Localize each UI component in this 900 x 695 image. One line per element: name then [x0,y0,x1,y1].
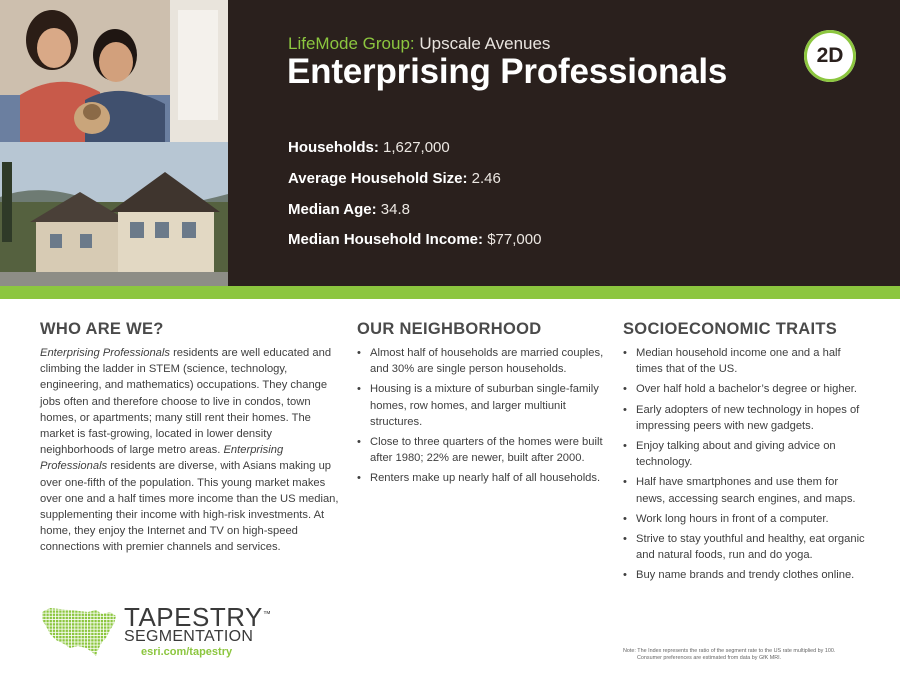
list-item: • Median household income one and a half times that of the US. [623,345,868,377]
segment-name-italic: Enterprising Professionals [40,347,170,359]
stat-median-income [288,231,541,248]
trademark: ™ [262,609,272,619]
segment-code-badge: 2D [804,30,856,82]
list-item: • Close to three quarters of the homes were built after 1980; 22% are newer, built after 2000. [357,434,609,466]
stat-label: Average Household Size: [288,170,468,187]
list-item: • Almost half of households are married couples, and 30% are single person households. [357,345,609,377]
footnote-line-1: Note: The Index represents the ratio of the segment rate to the US rate multiplied by 100. [623,648,836,654]
suburban-homes-photo [0,142,228,286]
footnote [623,648,883,662]
list-item: • Housing is a mixture of suburban single-family homes, row homes, and larger multiunit structures. [357,381,609,430]
section-heading: WHO ARE WE? [40,320,164,338]
header-banner [0,0,900,286]
socioeconomic-list [623,345,868,584]
tapestry-logo [40,602,272,660]
our-neighborhood-section [357,320,609,491]
segment-name-italic: Enterprising Professionals [40,444,284,473]
who-paragraph [40,345,345,556]
stat-label: Households: [288,139,379,156]
lifemode-group-label: LifeMode Group: [288,34,415,53]
stat-label: Median Household Income: [288,231,484,248]
stat-value: 34.8 [380,201,410,218]
tapestry-url: esri.com/tapestry [141,646,233,658]
lifemode-group [288,34,550,54]
list-item: • Early adopters of new technology in hopes of impressing peers with new gadgets. [623,402,868,434]
list-item: • Half have smartphones and use them for news, accessing search engines, and maps. [623,474,868,506]
list-item: • Enjoy talking about and giving advice on technology. [623,438,868,470]
footnote-line-2: Consumer preferences are estimated from data by GfK MRI. [637,655,782,662]
stat-label: Median Age: [288,201,377,218]
list-item: • Over half hold a bachelor’s degree or higher. [623,381,868,397]
stat-avg-household-size [288,170,501,187]
accent-divider [0,286,900,299]
who-text-1: residents are well educated and climbing the ladder in STEM (science, technology, engineering, and mathematics) occupations. They change jobs often and therefore choose to live in condos, town homes, or apartments; many still rent their homes. The market is fast-growing, located in lower density neighborhoods of large metro areas. [40,347,332,457]
list-item: • Work long hours in front of a computer. [623,511,868,527]
us-map-dots-icon [40,604,120,658]
stat-value: 1,627,000 [383,139,450,156]
list-item: • Renters make up nearly half of all households. [357,470,609,486]
stat-median-age [288,201,410,218]
who-are-we-section [40,320,345,556]
stat-value: $77,000 [487,231,542,248]
neighborhood-list [357,345,609,487]
who-text-2: residents are diverse, with Asians making up over one-fifth of the population. This young market makes over one and a half times more income than the US median, supplementing their income with high-risk investments. At home, they enjoy the Internet and TV on high-speed connections with premier channels and services. [40,460,339,554]
segment-title: Enterprising Professionals [287,52,728,91]
section-heading: SOCIOECONOMIC TRAITS [623,320,838,338]
couple-with-dog-photo [0,0,228,142]
brand-line-1: TAPESTRY [124,602,263,632]
section-heading: OUR NEIGHBORHOOD [357,320,542,338]
socioeconomic-traits-section [623,320,868,588]
list-item: • Buy name brands and trendy clothes online. [623,567,868,583]
brand-subtitle: SEGMENTATION [124,628,254,645]
lifemode-group-name: Upscale Avenues [419,34,551,53]
list-item: • Strive to stay youthful and healthy, eat organic and natural foods, run and do yoga. [623,531,868,563]
stat-households [288,139,450,156]
stat-value: 2.46 [471,170,501,187]
